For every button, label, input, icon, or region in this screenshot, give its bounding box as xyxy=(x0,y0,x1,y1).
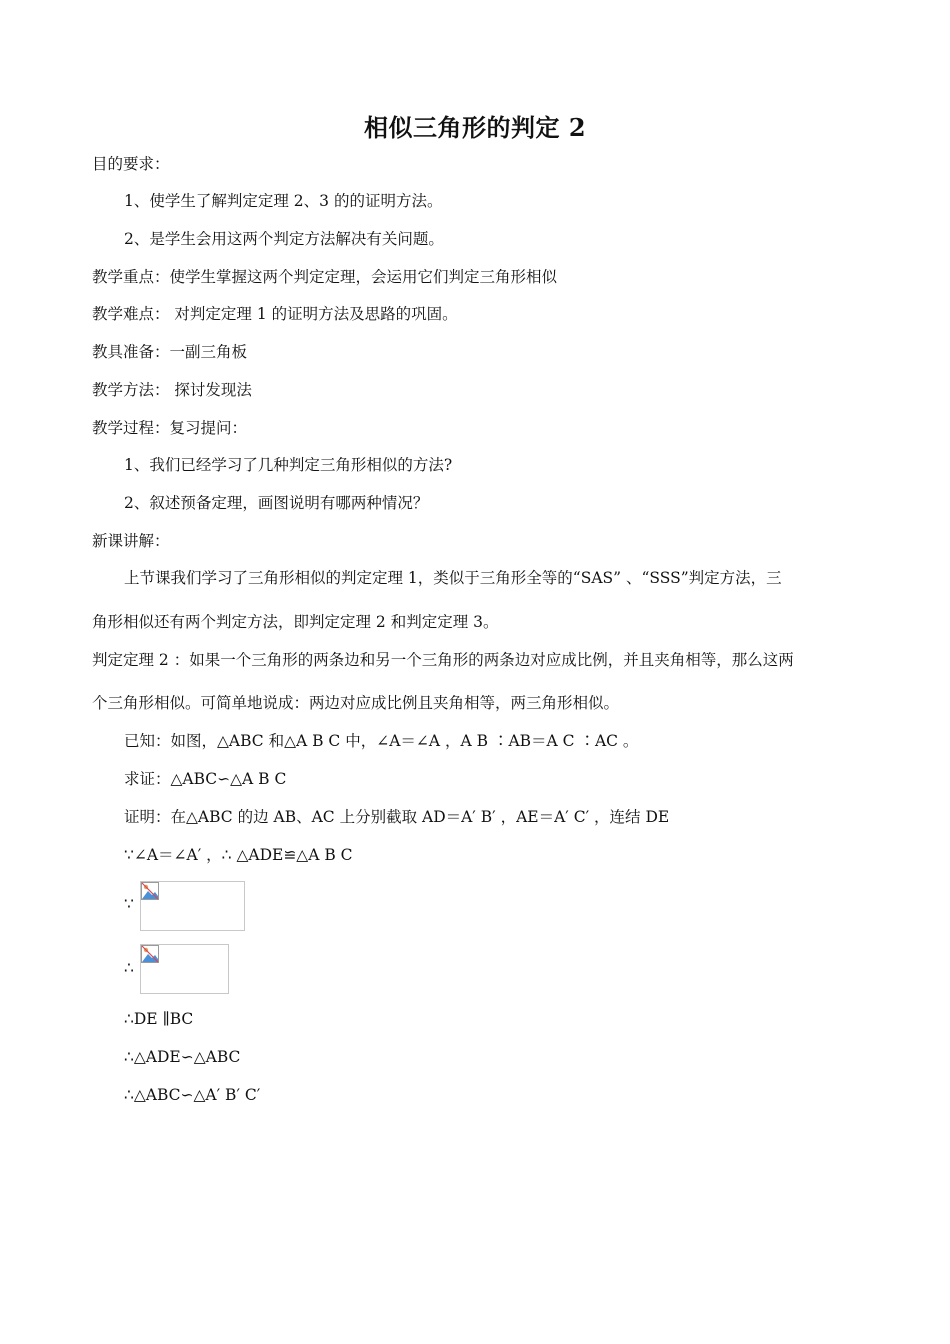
new-lesson-heading: 新课讲解： xyxy=(92,532,170,550)
proof-step-5: ∴△ADE∽△ABC xyxy=(124,1048,241,1066)
intro-paragraph-line-1: 上节课我们学习了三角形相似的判定定理 1，类似于三角形全等的“SAS” 、“SSS”判定方法，三 xyxy=(124,569,782,587)
broken-image-icon xyxy=(141,882,159,900)
given-statement: 已知：如图，△ABC 和△A B C 中，∠A＝∠A ，A B ∶AB＝A C ∶AC 。 xyxy=(124,732,639,750)
teaching-process: 教学过程：复习提问： xyxy=(92,419,248,437)
review-question-1: 1、我们已经学习了几种判定三角形相似的方法? xyxy=(124,456,453,474)
goal-item-1: 1、使学生了解判定定理 2、3 的的证明方法。 xyxy=(124,192,443,210)
review-question-2: 2、叙述预备定理，画图说明有哪两种情况？ xyxy=(124,494,429,512)
theorem-line-1: 判定定理 2 ：如果一个三角形的两条边和另一个三角形的两条边对应成比例，并且夹角相等，那么这两 xyxy=(92,651,794,669)
document-title: 相似三角形的判定 2 xyxy=(363,113,587,142)
teaching-method: 教学方法： 探讨发现法 xyxy=(92,381,252,399)
intro-paragraph-line-2: 角形相似还有两个判定方法，即判定定理 2 和判定定理 3。 xyxy=(92,613,499,631)
goal-item-2: 2、是学生会用这两个判定方法解决有关问题。 xyxy=(124,230,444,248)
missing-formula-image-2 xyxy=(140,944,229,994)
therefore-symbol: ∴ xyxy=(124,959,134,977)
prove-statement: 求证：△ABC∽△A B C xyxy=(124,770,287,788)
proof-step-6: ∴△ABC∽△A′ B′ C′ xyxy=(124,1086,261,1104)
proof-step-4: ∴DE ∥BC xyxy=(124,1010,194,1028)
theorem-line-2: 个三角形相似。可简单地说成：两边对应成比例且夹角相等，两三角形相似。 xyxy=(92,694,620,712)
proof-step-1: ∵∠A＝∠A′ ，∴ △ADE≌△A B C xyxy=(124,846,353,864)
difficulty: 教学难点： 对判定定理 1 的证明方法及思路的巩固。 xyxy=(92,305,458,323)
proof-statement: 证明：在△ABC 的边 AB、AC 上分别截取 AD＝A′ B′ ，AE＝A′ C′ ，连结 DE xyxy=(124,808,670,826)
missing-formula-image-1 xyxy=(140,881,245,931)
goal-heading: 目的要求： xyxy=(92,155,170,173)
broken-image-icon xyxy=(141,945,159,963)
because-symbol: ∵ xyxy=(124,895,134,913)
teaching-tools: 教具准备：一副三角板 xyxy=(92,343,248,361)
key-point: 教学重点：使学生掌握这两个判定定理，会运用它们判定三角形相似 xyxy=(92,268,558,286)
